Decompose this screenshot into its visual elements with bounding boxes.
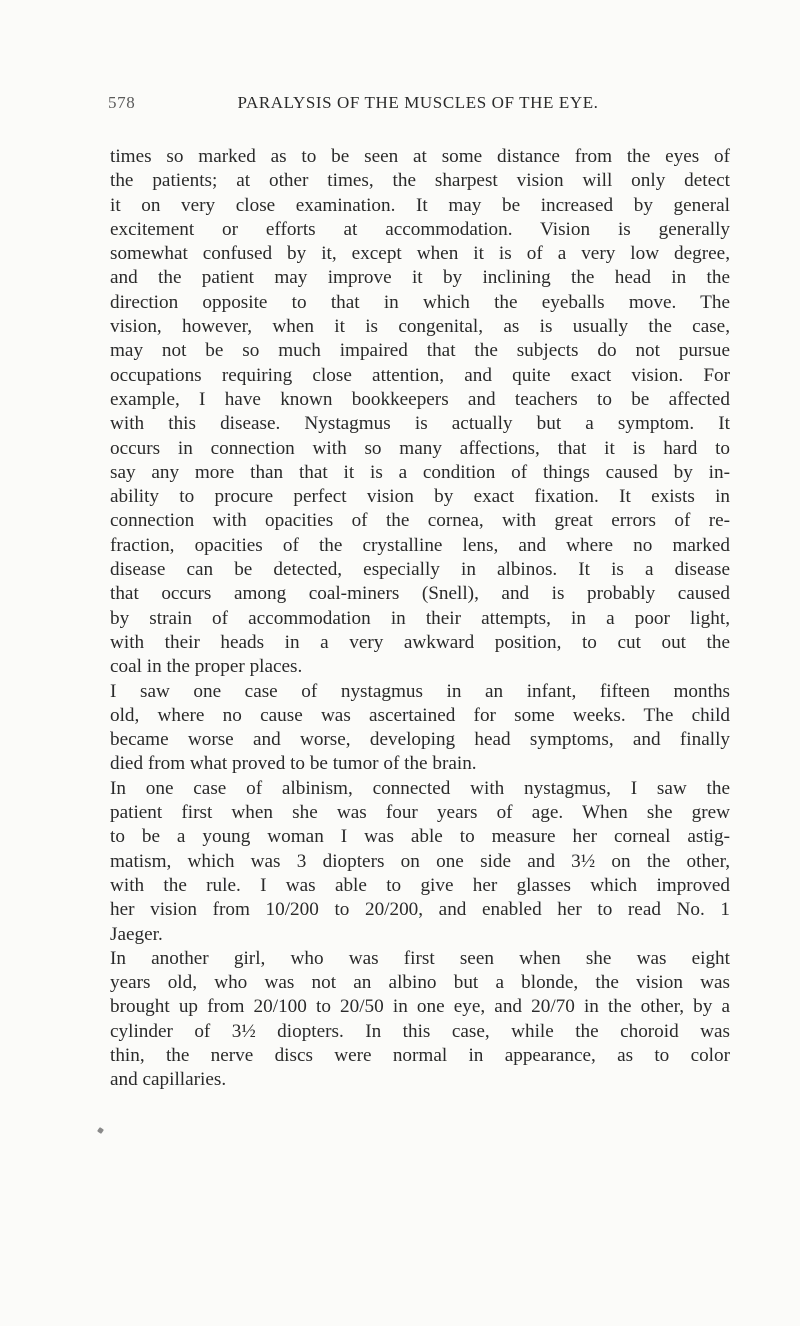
text-line: it on very close examination. It may be increased by general [110,194,730,216]
text-line: occupations requiring close attention, and quite exact vision. For [110,364,730,386]
text-line: direction opposite to that in which the eyeballs move. The [110,291,730,313]
text-line: the patients; at other times, the sharpest vision will only detect [110,170,730,192]
text-line: her vision from 10/200 to 20/200, and enabled her to read No. 1 [110,899,730,921]
text-line: disease can be detected, especially in albinos. It is a disease [110,559,730,581]
text-line: and capillaries. [110,1069,227,1091]
text-line: example, I have known bookkeepers and teachers to be affected [110,388,730,410]
text-line: occurs in connection with so many affections, that it is hard to [110,437,730,459]
paragraph [110,947,730,1093]
paragraph [110,145,730,680]
page-number: 578 [108,93,136,112]
text-line: brought up from 20/100 to 20/50 in one eye, and 20/70 in the other, by a [110,996,730,1018]
text-line: and the patient may improve it by inclining the head in the [110,267,730,289]
text-line: excitement or efforts at accommodation. Vision is generally [110,218,730,240]
text-line: matism, which was 3 diopters on one side and 3½ on the other, [110,850,730,872]
text-line: ability to procure perfect vision by exact fixation. It exists in [110,486,730,508]
body-text [110,145,730,1093]
paragraph [110,777,730,947]
text-line: that occurs among coal-miners (Snell), and is probably caused [110,583,730,605]
text-line: old, where no cause was ascertained for some weeks. The child [110,704,730,726]
text-line: fraction, opacities of the crystalline lens, and where no marked [110,534,730,556]
text-line: by strain of accommodation in their attempts, in a poor light, [110,607,730,629]
text-line: years old, who was not an albino but a blonde, the vision was [110,972,730,994]
page-speck [97,1127,104,1134]
text-line: In one case of albinism, connected with nystagmus, I saw the [110,777,730,799]
text-line: may not be so much impaired that the subjects do not pursue [110,340,730,362]
text-line: to be a young woman I was able to measure her corneal astig- [110,826,730,848]
text-line: thin, the nerve discs were normal in appearance, as to color [110,1044,730,1066]
text-line: connection with opacities of the cornea, with great errors of re- [110,510,730,532]
text-line: somewhat confused by it, except when it is of a very low degree, [110,243,730,265]
running-title: PARALYSIS OF THE MUSCLES OF THE EYE. [237,93,599,112]
text-line: In another girl, who was first seen when she was eight [110,947,730,969]
text-line: with this disease. Nystagmus is actually but a symptom. It [110,413,730,435]
text-line: became worse and worse, developing head symptoms, and finally [110,729,730,751]
text-line: died from what proved to be tumor of the brain. [110,753,477,775]
text-line: coal in the proper places. [110,656,303,678]
text-line: with their heads in a very awkward position, to cut out the [110,631,730,653]
text-line: patient first when she was four years of age. When she grew [110,802,730,824]
text-line: say any more than that it is a condition of things caused by in- [110,461,730,483]
text-line: I saw one case of nystagmus in an infant, fifteen months [110,680,730,702]
text-line: vision, however, when it is congenital, as is usually the case, [110,316,730,338]
text-line: cylinder of 3½ diopters. In this case, while the choroid was [110,1020,730,1042]
page-header [108,93,728,119]
text-line: Jaeger. [110,923,163,945]
paragraph [110,680,730,777]
text-line: times so marked as to be seen at some distance from the eyes of [110,146,730,167]
text-line: with the rule. I was able to give her glasses which improved [110,874,730,896]
